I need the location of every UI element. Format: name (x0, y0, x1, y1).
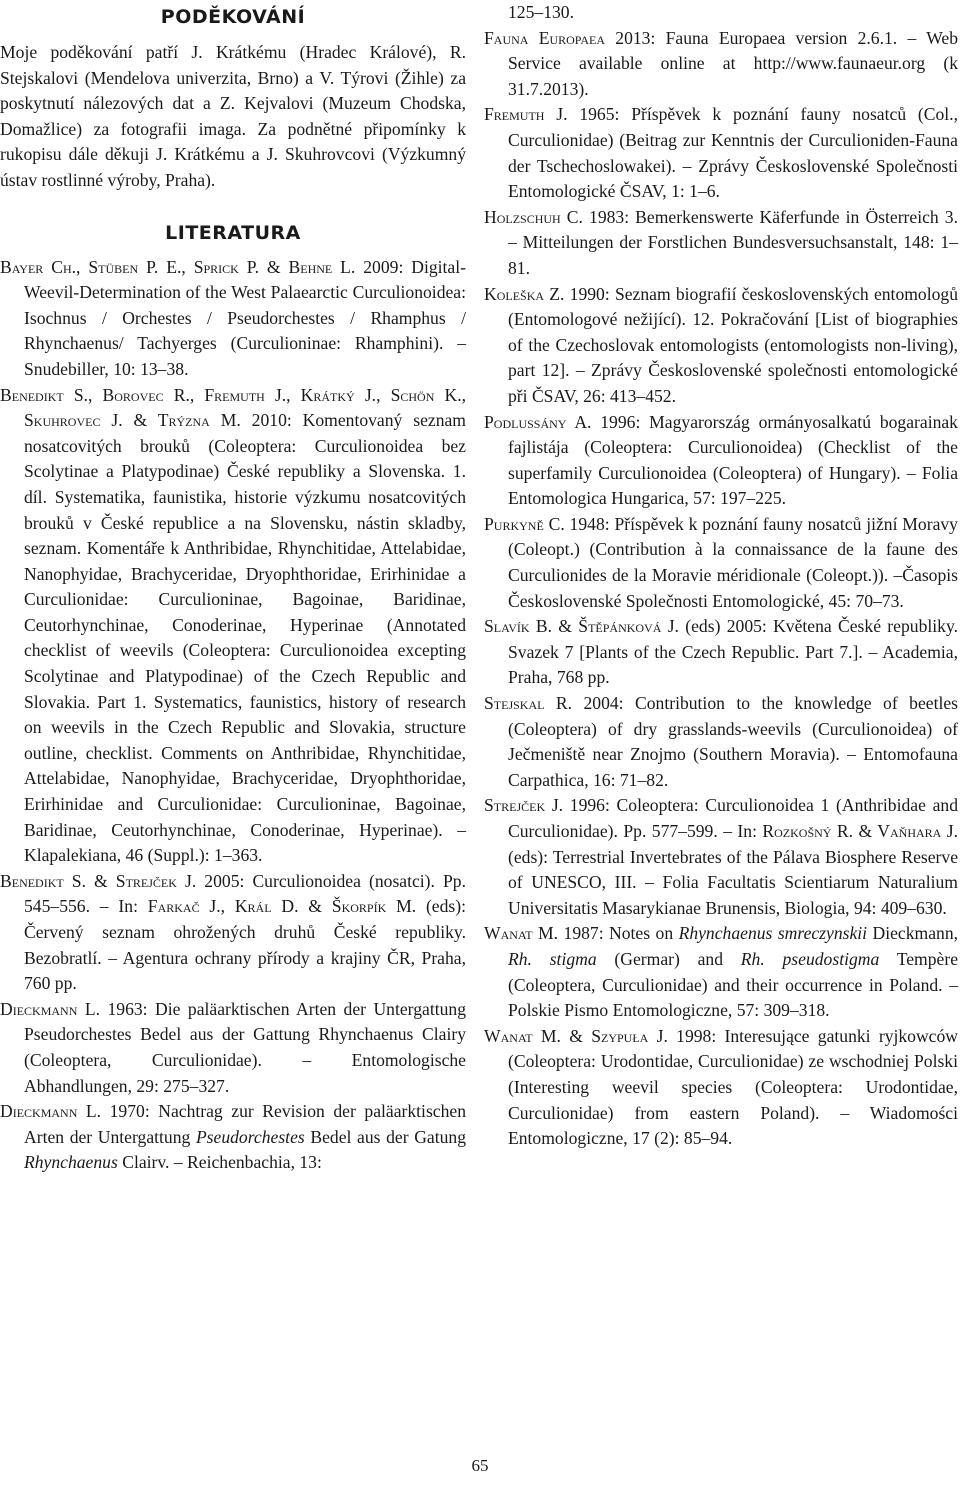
reference-wanat-1998: Wanat M. & Szypuła J. 1998: Interesujące gatunki ryjkowców (Coleoptera: Urodontidae, Curculionidae) ze wschodniej Polski (Interesting weevil species (Coleoptera: Urodontidae, Curculionidae) from eastern Poland). – Wiadomości Entomologiczne, 17 (2): 85–94. (484, 1025, 958, 1149)
reference-podlussany: Podlussány A. 1996: Magyarország ormányosalkatú bogarainak fajlistája (Coleoptera: Curculionoidea) (Checklist of the superfamily Curculionoidea (Coleoptera) of Hungary). – Folia Entomologica Hungarica, 57: 197–225. (484, 411, 958, 509)
reference-purkyne: Purkyně C. 1948: Příspěvek k poznání fauny nosatců jižní Moravy (Coleopt.) (Contribution à la connaissance de la faune des Curculionides de la Moravie méridionale (Coleopt.)). –Časopis Československé Společnosti Entomologické, 45: 70–73. (484, 513, 958, 611)
reference-bayer: Bayer Ch., Stüben P. E., Sprick P. & Behne L. 2009: Digital-Weevil-Determination of the West Palaearctic Curculionoidea: Isochnus / Orchestes / Pseudorchestes / Rhamphus / Rhynchaenus/ Tachyerges (Curculioninae: Rhamphini). – Snudebiller, 10: 13–38. (0, 256, 466, 379)
right-column (484, 0, 958, 1152)
reference-benedikt-2005: Benedikt S. & Strejček J. 2005: Curculionoidea (nosatci). Pp. 545–556. – In: Farkač J., Král D. & Škorpík M. (eds): Červený seznam ohrožených druhů České republiky. Bezobratlí. – Agentura ochrany přírody a krajiny ČR, Praha, 760 pp. (0, 870, 467, 994)
page-number: 65 (471, 1456, 489, 1475)
reference-fauna-europaea: Fauna Europaea 2013: Fauna Europaea version 2.6.1. – Web Service available online at http://www.faunaeur.org (k 31.7.2013). (484, 27, 958, 99)
reference-strejcek: Strejček J. 1996: Coleoptera: Curculionoidea 1 (Anthribidae and Curculionidae). Pp. 577–599. – In: Rozkošný R. & Vaňhara J. (eds): Terrestrial Invertebrates of the Pálava Biosphere Reserve of UNESCO, III. – Folia Facultatis Scientiarum Naturalium Universitatis Masarykianae Brunensis, Biologia, 94: 409–630. (484, 795, 959, 918)
left-column (0, 0, 466, 1176)
reference-koleska: Koleška Z. 1990: Seznam biografií československých entomologů (Entomologové nežijící). 12. Pokračování [List of biographies of the Czechoslovak entomologists (entomologists non-living), part 12]. – Zprávy Československé společnosti entomologické při ČSAV, 26: 413–452. (484, 283, 958, 406)
literature-heading: LITERATURA (165, 221, 301, 244)
acknowledgements-text: Moje poděkování patří J. Krátkému (Hradec Králové), R. Stejskalovi (Mendelova univerzita, Brno) a V. Týrovi (Žihle) za poskytnutí nálezových dat a Z. Kejvalovi (Muzeum Chodska, Domažlice) za fotografii imaga. Za podnětné připomínky k rukopisu dále děkuji J. Krátkému a J. Skuhrovcovi (Výzkumný ústav rostlinné výroby, Praha). (0, 42, 466, 190)
acknowledgements-heading: PODĚKOVÁNÍ (160, 6, 306, 28)
reference-holzschuh: Holzschuh C. 1983: Bemerkenswerte Käferfunde in Österreich 3. – Mitteilungen der Forstlichen Bundesversuchsanstalt, 148: 1–81. (484, 206, 958, 278)
reference-fremuth: Fremuth J. 1965: Příspěvek k poznání fauny nosatců (Col., Curculionidae) (Beitrag zur Kenntnis der Curculioniden-Fauna der Tschechoslowakei). – Zprávy Československé Společnosti Entomologické ČSAV, 1: 1–6. (484, 104, 958, 202)
reference-dieckmann-1970-continuation: 125–130. (508, 2, 574, 22)
reference-wanat-1987: Wanat M. 1987: Notes on Rhynchaenus smreczynskii Dieckmann, Rh. stigma (Germar) and Rh. pseudostigma Tempère (Coleoptera, Curculionidae) and their occurrence in Poland. – Polskie Pismo Entomologiczne, 57: 309–318. (484, 923, 959, 1021)
reference-stejskal: Stejskal R. 2004: Contribution to the knowledge of beetles (Coleoptera) of dry grasslands-weevils (Curculionoidea) of Ječmeniště near Znojmo (Southern Moravia). – Entomofauna Carpathica, 16: 71–82. (484, 693, 959, 790)
reference-dieckmann-1970: Dieckmann L. 1970: Nachtrag zur Revision der paläarktischen Arten der Untergattung Pseudorchestes Bedel aus der Gatung Rhynchaenus Clairv. – Reichenbachia, 13: (0, 1101, 467, 1173)
reference-dieckmann-1963: Dieckmann L. 1963: Die paläarktischen Arten der Untergattung Pseudorchestes Bedel aus der Gattung Rhynchaenus Clairy (Coleoptera, Curculionidae). – Entomologische Abhandlungen, 29: 275–327. (0, 998, 466, 1096)
reference-slavik: Slavík B. & Štěpánková J. (eds) 2005: Květena České republiky. Svazek 7 [Plants of the Czech Republic. Part 7.]. – Academia, Praha, 768 pp. (484, 616, 958, 688)
reference-benedikt-2010: Benedikt S., Borovec R., Fremuth J., Krátký J., Schön K., Skuhrovec J. & Trýzna M. 2010: Komentovaný seznam nosatcovitých brouků (Coleoptera: Curculionoidea bez Scolytinae a Platypodinae) České republiky a Slovenska. 1. díl. Systematika, faunistika, historie výzkumu nosatcovitých brouků v České republice a na Slovensku, nástin skladby, seznam. Komentáře k Anthribidae, Rhynchitidae, Attelabidae, Nanophyidae, Brachyceridae, Dryophthoridae, Erirhinidae a Curculionidae: Curculioninae, Bagoinae, Baridinae, Ceutorhynchinae, Conoderinae, Hyperinae (Annotated checklist of weevils (Coleoptera: Curculionoidea excepting Scolytinae and Platypodinae) of the Czech Republic and Slovakia. Part 1. Systematics, faunistics, history of research on weevils in the Czech Republic and Slovakia, structure outline, checklist. Comments on Anthribidae, Rhynchitidae, Attelabidae, Nanophyidae, Brachyceridae, Dryophthoridae, Erirhinidae and Curculionidae: Curculioninae, Bagoinae, Baridinae, Ceutorhynchinae, Conoderinae, Hyperinae). – Klapalekiana, 46 (Suppl.): 1–363. (0, 384, 466, 866)
